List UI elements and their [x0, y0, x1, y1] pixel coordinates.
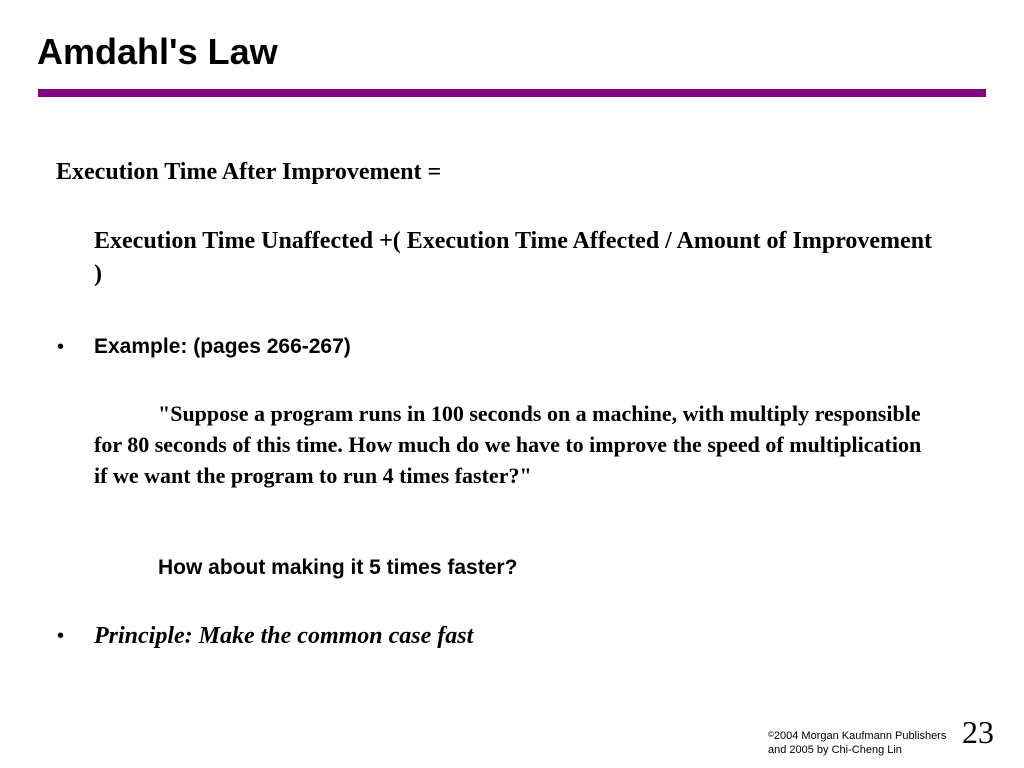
copyright-notice [768, 728, 946, 757]
copyright-line-2: and 2005 by Chi-Cheng Lin [768, 744, 902, 756]
copyright-symbol: © [768, 730, 774, 739]
example-heading: Example: (pages 266-267) [94, 335, 351, 358]
copyright-line-1: 2004 Morgan Kaufmann Publishers [773, 730, 947, 742]
title-underline [38, 89, 986, 97]
principle-text: Principle: Make the common case fast [94, 623, 474, 649]
page-number: 23 [962, 714, 994, 750]
example-quote: "Suppose a program runs in 100 seconds on a machine, with multiply responsible for 80 seconds of this time. How much do we have to improve the speed of multiplication if we want the program to run 4 times faster?" [94, 401, 922, 488]
slide-title: Amdahl's Law [37, 31, 278, 72]
formula-body: Execution Time Unaffected +( Execution Time Affected / Amount of Improvement ) [94, 228, 933, 287]
followup-question: How about making it 5 times faster? [158, 556, 518, 579]
bullet-marker: • [57, 336, 65, 358]
formula-heading: Execution Time After Improvement = [56, 159, 442, 185]
bullet-marker: • [57, 625, 65, 647]
